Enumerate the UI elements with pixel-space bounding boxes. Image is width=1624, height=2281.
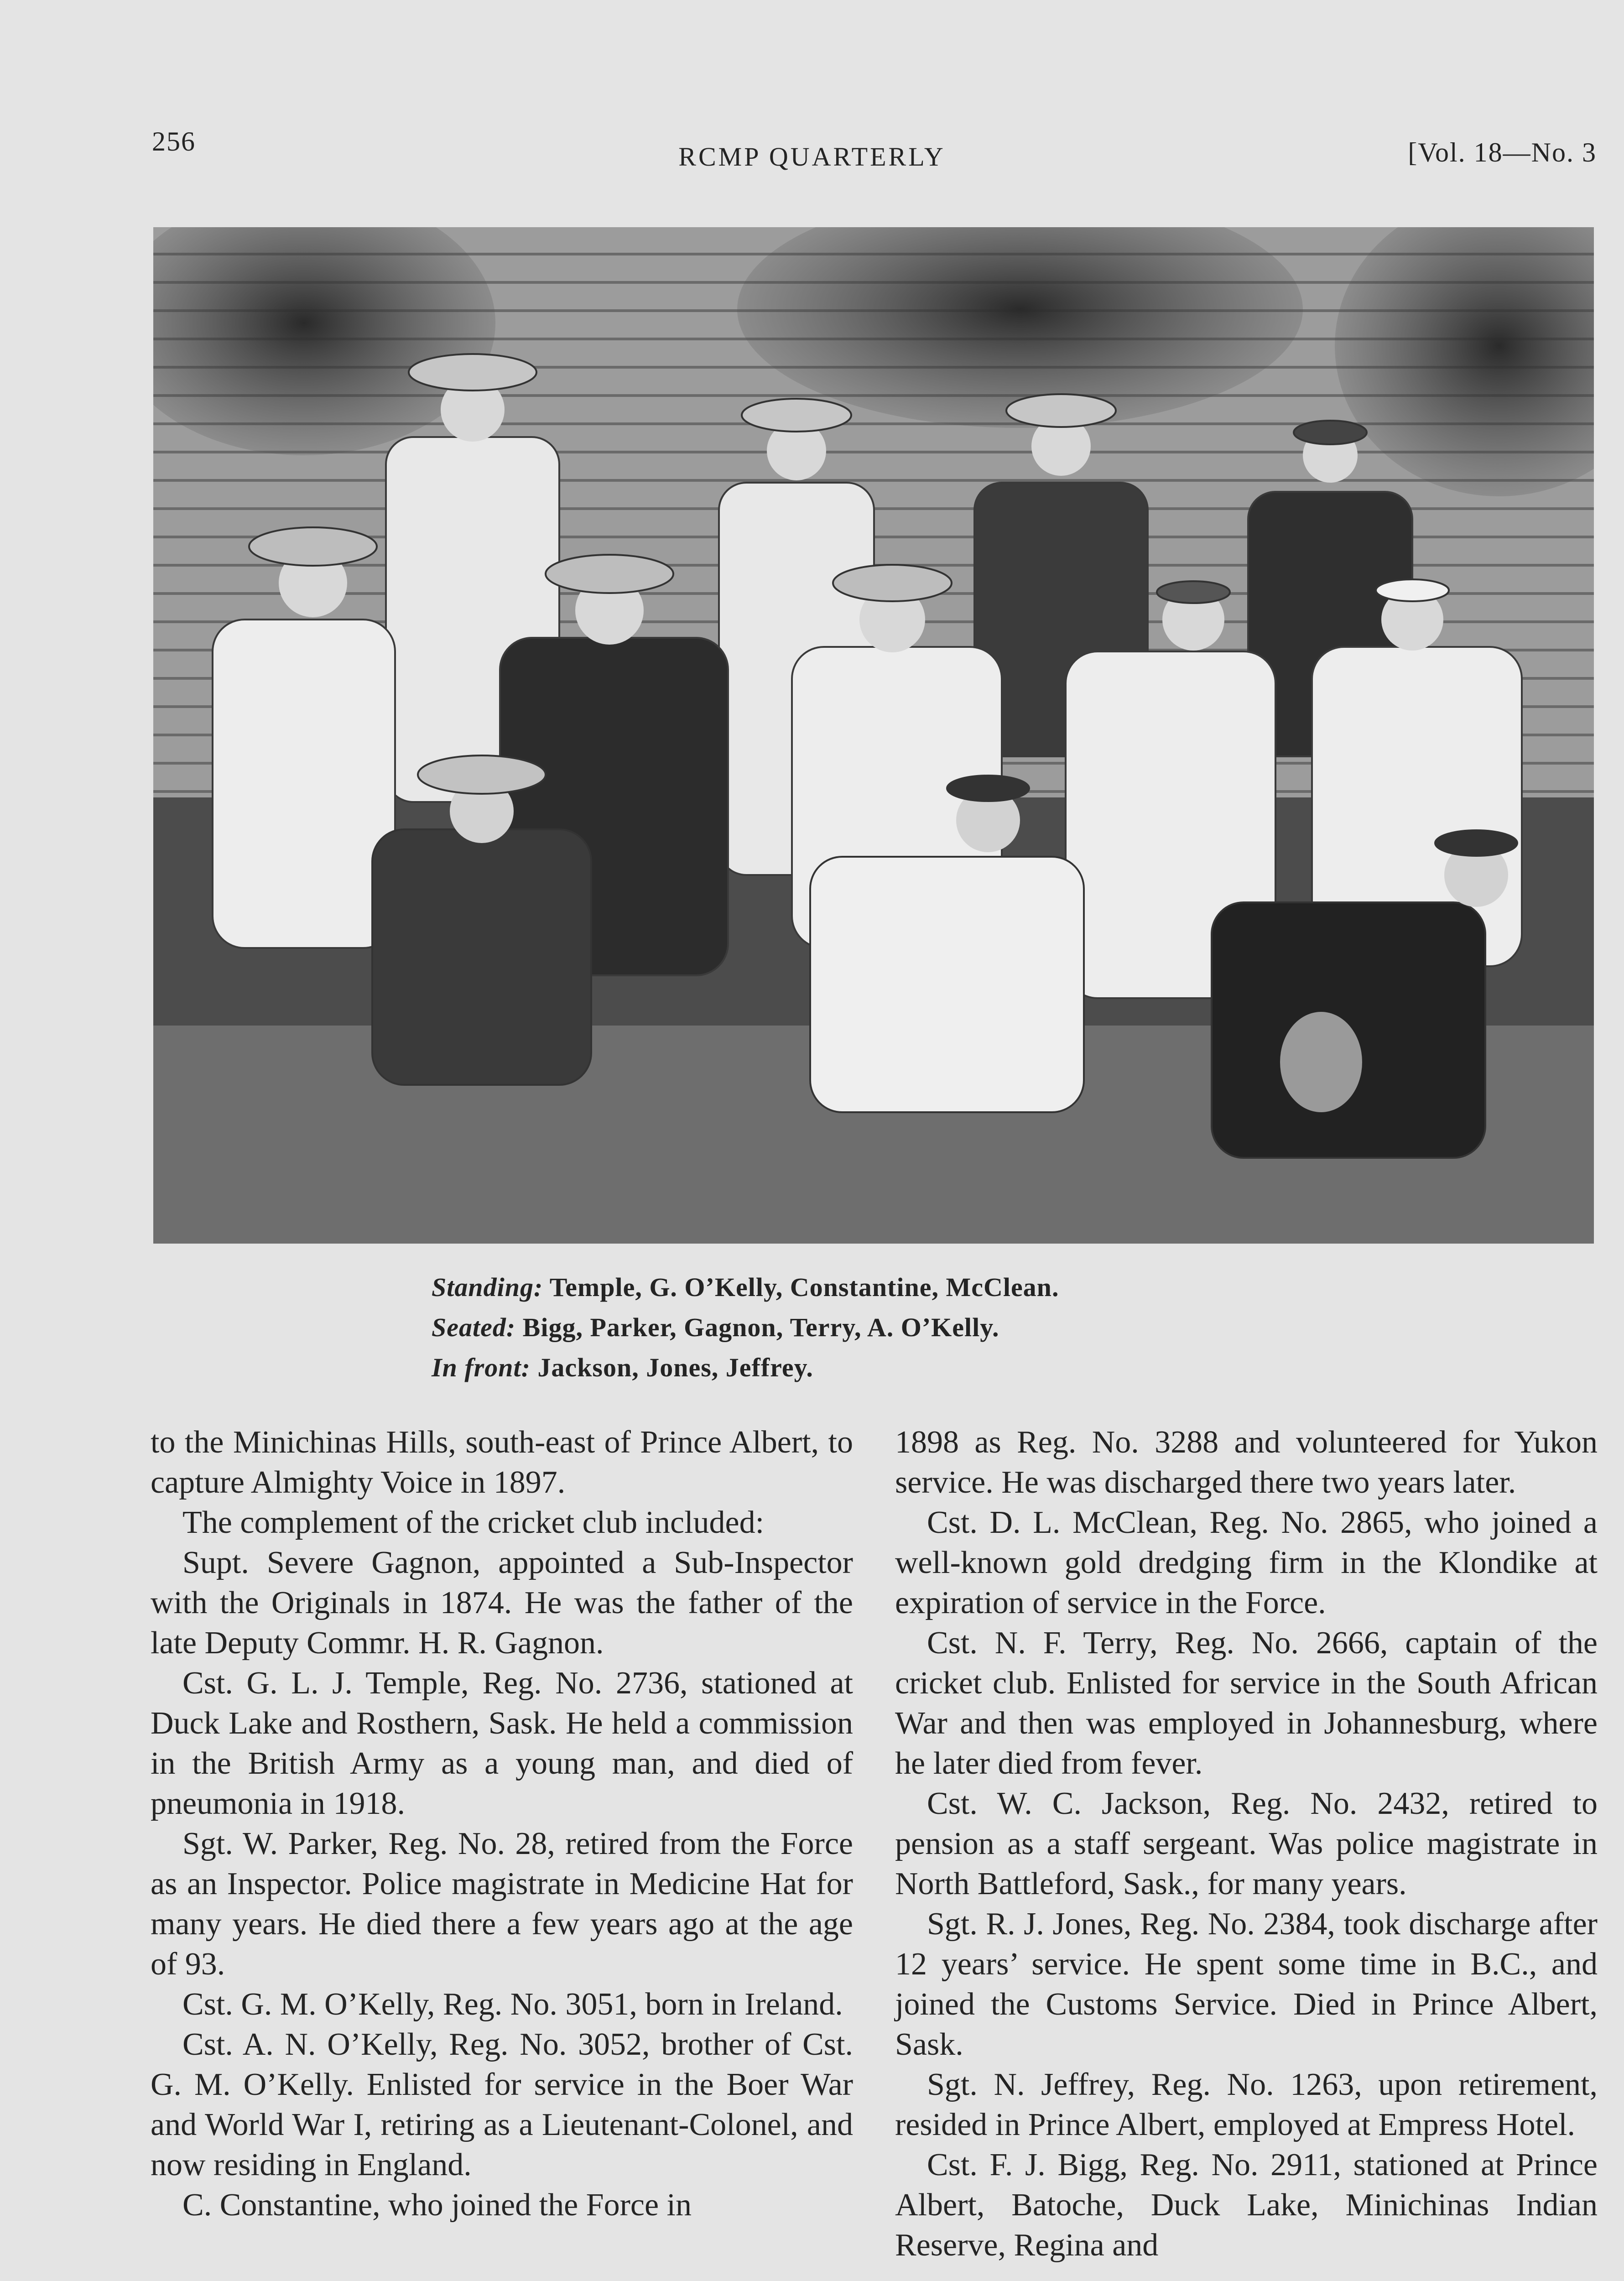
paragraph: Cst. F. J. Bigg, Reg. No. 2911, stationed at Prince Albert, Batoche, Duck Lake, Minichinas Indian Reserve, Regina and bbox=[895, 2147, 1598, 2263]
paragraph: Cst. G. M. O’Kelly, Reg. No. 3051, born in Ireland. bbox=[182, 1987, 843, 2022]
paragraph: Sgt. R. J. Jones, Reg. No. 2384, took discharge after 12 years’ service. He spent some time in B.C., and joined the Customs Service. Died in Prince Albert, Sask. bbox=[895, 1906, 1598, 2062]
paragraph: Cst. A. N. O’Kelly, Reg. No. 3052, brother of Cst. G. M. O’Kelly. Enlisted for service in the Boer War and World War I, retiring as a Lieutenant-Colonel, and now residing in England. bbox=[151, 2027, 853, 2182]
caption-front bbox=[432, 1348, 1059, 1388]
paragraph: to the Minichinas Hills, south-east of Prince Albert, to capture Almighty Voice in 1897. bbox=[151, 1425, 853, 1500]
paragraph: The complement of the cricket club included: bbox=[182, 1505, 765, 1540]
paragraph: Cst. D. L. McClean, Reg. No. 2865, who joined a well-known gold dredging firm in the Klondike at expiration of service in the Force. bbox=[895, 1505, 1598, 1620]
paragraph: Sgt. W. Parker, Reg. No. 28, retired from the Force as an Inspector. Police magistrate in Medicine Hat for many years. He died there a few years ago at the age of 93. bbox=[151, 1826, 853, 1982]
paragraph: Supt. Severe Gagnon, appointed a Sub-Inspector with the Originals in 1874. He was the father of the late Deputy Commr. H. R. Gagnon. bbox=[151, 1545, 853, 1661]
page-number: 256 bbox=[152, 126, 196, 156]
group-photograph bbox=[153, 227, 1594, 1244]
volume-label: [Vol. 18—No. 3 bbox=[1408, 137, 1597, 167]
right-text-column bbox=[895, 1422, 1598, 2265]
caption-front-label: In front: bbox=[432, 1353, 531, 1382]
caption-standing bbox=[432, 1267, 1059, 1307]
paragraph: Cst. G. L. J. Temple, Reg. No. 2736, stationed at Duck Lake and Rosthern, Sask. He held a commission in the British Army as a young man, and died of pneumonia in 1918. bbox=[151, 1666, 853, 1821]
caption-seated bbox=[432, 1307, 1059, 1348]
caption-standing-names: Temple, G. O’Kelly, Constantine, McClean. bbox=[549, 1272, 1059, 1302]
caption-seated-names: Bigg, Parker, Gagnon, Terry, A. O’Kelly. bbox=[522, 1312, 999, 1342]
paragraph: C. Constantine, who joined the Force in bbox=[182, 2187, 692, 2223]
caption-seated-label: Seated: bbox=[432, 1312, 516, 1342]
paragraph: Cst. N. F. Terry, Reg. No. 2666, captain of the cricket club. Enlisted for service in the South African War and then was employed in Johannesburg, where he later died from fever. bbox=[895, 1625, 1598, 1781]
caption-front-names: Jackson, Jones, Jeffrey. bbox=[537, 1353, 813, 1382]
caption-standing-label: Standing: bbox=[432, 1272, 543, 1302]
journal-title: RCMP QUARTERLY bbox=[678, 142, 946, 172]
paragraph: Cst. W. C. Jackson, Reg. No. 2432, retired to pension as a staff sergeant. Was police magistrate in North Battleford, Sask., for many years. bbox=[895, 1786, 1598, 1901]
photo-illustration bbox=[153, 227, 1594, 1244]
paragraph: Sgt. N. Jeffrey, Reg. No. 1263, upon retirement, resided in Prince Albert, employed at Empress Hotel. bbox=[895, 2067, 1598, 2142]
left-text-column bbox=[151, 1422, 853, 2225]
photo-caption bbox=[432, 1267, 1059, 1388]
paragraph: 1898 as Reg. No. 3288 and volunteered for Yukon service. He was discharged there two years later. bbox=[895, 1425, 1598, 1500]
